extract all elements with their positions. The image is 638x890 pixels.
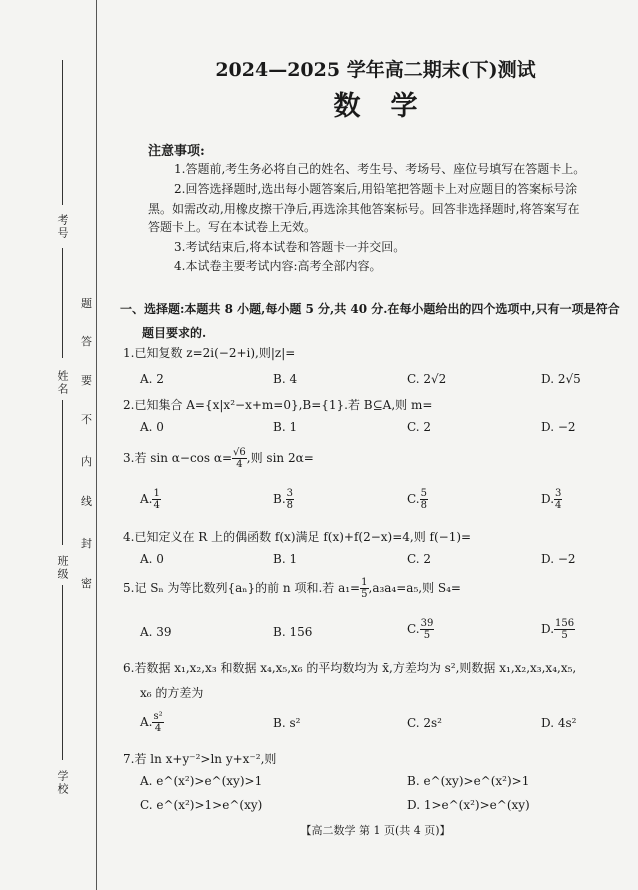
question-1-stem: 1.已知复数 z=2i(−2+i),则|z|=	[123, 346, 296, 360]
q5-option-d[interactable]	[541, 618, 575, 641]
q5-c-num: 39	[420, 618, 434, 629]
q6-option-a[interactable]	[140, 711, 164, 734]
class-field[interactable]	[62, 585, 63, 760]
q5-frac-den: 5	[361, 589, 368, 600]
q7-option-c[interactable]: C. e^(x²)>1>e^(xy)	[140, 798, 263, 812]
q3-c-prefix: C.	[407, 492, 420, 506]
q6-a-prefix: A.	[140, 715, 153, 729]
seal-char: 要	[81, 374, 92, 387]
q4-option-c[interactable]: C. 2	[407, 552, 432, 566]
q1-option-d[interactable]: D. 2√5	[541, 372, 581, 386]
q3-frac-den: 4	[236, 459, 243, 470]
q5-d-num: 156	[555, 618, 575, 629]
q4-option-a[interactable]: A. 0	[140, 552, 164, 566]
exam-no-label: 考号	[56, 214, 69, 240]
q3-a-num: 1	[153, 488, 160, 499]
note-line: 1.答题前,考生务必将自己的姓名、考生号、考场号、座位号填写在答题卡上。	[174, 162, 586, 176]
q3-stem-pre: 3.若 sin α−cos α=	[123, 451, 233, 465]
name-label: 姓名	[56, 370, 69, 396]
seal-char: 密	[81, 577, 92, 590]
q3-d-den: 4	[555, 500, 562, 511]
q6-option-b[interactable]: B. s²	[273, 716, 301, 730]
q6-option-d[interactable]: D. 4s²	[541, 716, 577, 730]
q3-option-b[interactable]	[273, 488, 294, 511]
q3-option-d[interactable]	[541, 488, 562, 511]
page-footer: 【高二数学 第 1 页(共 4 页)】	[300, 824, 451, 837]
question-6-stem-cont: x₆ 的方差为	[140, 686, 204, 700]
q3-a-prefix: A.	[140, 492, 153, 506]
q3-b-prefix: B.	[273, 492, 286, 506]
q7-option-a[interactable]: A. e^(x²)>e^(xy)>1	[140, 774, 263, 788]
q5-c-den: 5	[423, 630, 431, 641]
notes-heading: 注意事项:	[148, 144, 205, 159]
q3-d-num: 3	[555, 488, 562, 499]
seal-char: 线	[81, 495, 92, 508]
class-label: 班级	[56, 555, 69, 581]
q5-option-c[interactable]	[407, 618, 434, 641]
q3-frac-num: √6	[233, 447, 246, 458]
question-4-stem: 4.已知定义在 R 上的偶函数 f(x)满足 f(x)+f(2−x)=4,则 f(−1)=	[123, 530, 472, 544]
q3-b-num: 3	[286, 488, 294, 499]
q5-d-den: 5	[561, 630, 568, 641]
q3-b-den: 8	[286, 500, 294, 511]
question-2-stem: 2.已知集合 A={x|x²−x+m=0},B={1}.若 B⊆A,则 m=	[123, 398, 433, 412]
name-field[interactable]	[62, 400, 63, 545]
school-label: 学校	[56, 770, 69, 796]
q6-a-den: 4	[154, 723, 162, 734]
q7-option-b[interactable]: B. e^(xy)>e^(x²)>1	[407, 774, 530, 788]
seal-char: 内	[81, 455, 92, 468]
q6-a-num: s²	[153, 711, 163, 722]
question-7-stem: 7.若 ln x+y⁻²>ln y+x⁻²,则	[123, 752, 277, 766]
note-line: 3.考试结束后,将本试卷和答题卡一并交回。	[174, 240, 406, 254]
q5-d-prefix: D.	[541, 622, 555, 636]
q2-option-b[interactable]: B. 1	[273, 420, 298, 434]
subject-title: 数学	[333, 91, 448, 122]
note-line: 4.本试卷主要考试内容:高考全部内容。	[174, 259, 382, 273]
q6-option-c[interactable]: C. 2s²	[407, 716, 442, 730]
exam-no-field[interactable]	[62, 60, 63, 205]
exam-page	[118, 0, 633, 890]
question-5-stem	[123, 577, 461, 600]
binding-margin	[0, 0, 100, 890]
q3-c-num: 5	[420, 488, 427, 499]
seal-char: 不	[81, 413, 92, 426]
seal-char: 题	[81, 297, 92, 310]
seal-char: 封	[81, 537, 92, 550]
q3-a-den: 4	[153, 500, 160, 511]
section-heading	[120, 297, 632, 345]
note-line: 黑。如需改动,用橡皮擦干净后,再选涂其他答案标号。回答非选择题时,将答案写在	[148, 202, 580, 216]
q5-option-a[interactable]: A. 39	[140, 625, 172, 639]
q1-option-a[interactable]: A. 2	[140, 372, 164, 386]
q3-stem-post: ,则 sin 2α=	[246, 451, 314, 465]
q5-frac-num: 1	[361, 577, 368, 588]
q5-stem-post: ,a₃a₄=a₅,则 S₄=	[368, 581, 461, 595]
q4-option-d[interactable]: D. −2	[541, 552, 576, 566]
q3-c-den: 8	[420, 500, 427, 511]
note-line: 答题卡上。写在本试卷上无效。	[148, 220, 317, 234]
seal-char: 答	[81, 335, 92, 348]
q7-option-d[interactable]: D. 1>e^(x²)>e^(xy)	[407, 798, 530, 812]
q3-fraction	[232, 447, 247, 470]
q5-c-prefix: C.	[407, 622, 420, 636]
section-line-1: 一、选择题:本题共 8 小题,每小题 5 分,共 40 分.在每小题给出的四个选项中,只有一项是符合	[120, 302, 620, 316]
q5-stem-pre: 5.记 Sₙ 为等比数列{aₙ}的前 n 项和.若 a₁=	[123, 581, 361, 595]
q1-option-b[interactable]: B. 4	[273, 372, 298, 386]
q2-option-c[interactable]: C. 2	[407, 420, 432, 434]
question-3-stem	[123, 447, 314, 470]
binding-line	[96, 0, 97, 890]
q1-option-c[interactable]: C. 2√2	[407, 372, 447, 386]
field-line-a	[62, 248, 63, 358]
q5-option-b[interactable]: B. 156	[273, 625, 313, 639]
q3-d-prefix: D.	[541, 492, 555, 506]
q2-option-d[interactable]: D. −2	[541, 420, 576, 434]
section-line-2: 题目要求的.	[142, 326, 207, 340]
note-line: 2.回答选择题时,选出每小题答案后,用铅笔把答题卡上对应题目的答案标号涂	[174, 182, 578, 196]
q3-option-a[interactable]	[140, 488, 161, 511]
exam-title: 2024—2025 学年高二期末(下)测试	[215, 59, 536, 81]
q4-option-b[interactable]: B. 1	[273, 552, 298, 566]
q2-option-a[interactable]: A. 0	[140, 420, 164, 434]
q3-option-c[interactable]	[407, 488, 428, 511]
question-6-stem: 6.若数据 x₁,x₂,x₃ 和数据 x₄,x₅,x₆ 的平均数均为 x̄,方差均为 s²,则数据 x₁,x₂,x₃,x₄,x₅,	[123, 661, 577, 675]
